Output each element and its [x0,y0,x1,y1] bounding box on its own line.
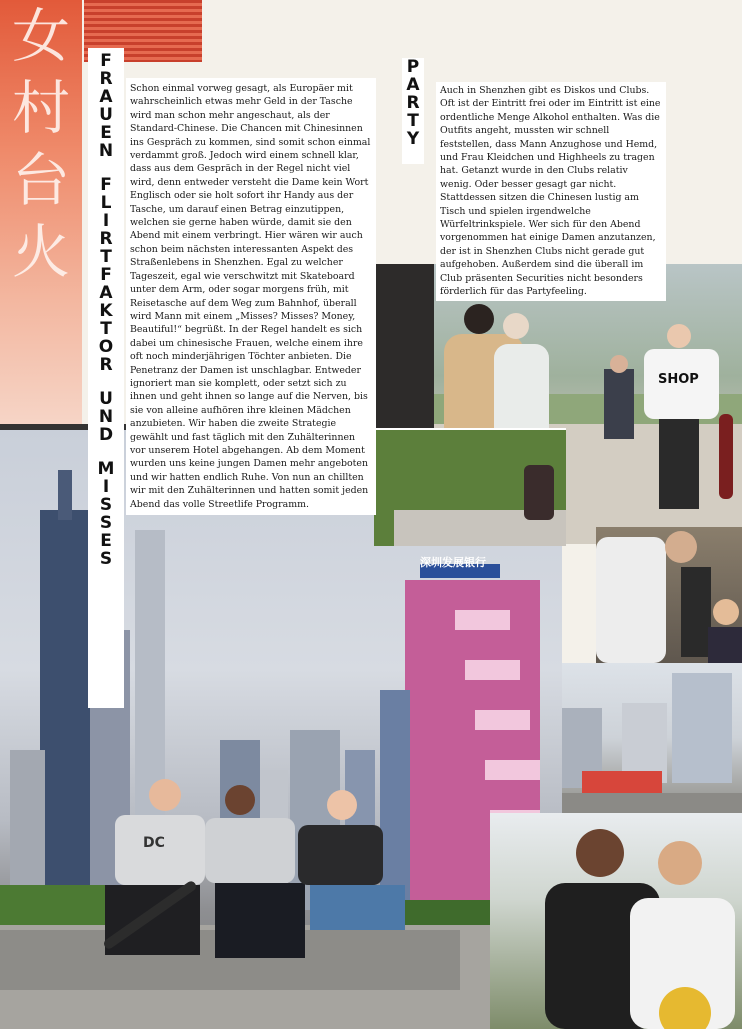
vertical-heading-frauen [88,48,124,708]
article-text-party: Auch in Shenzhen gibt es Diskos und Clubs. Oft ist der Eintritt frei oder im Eintritt ist eine ordentliche Menge Alkohol enthalten. Was die Outfits angeht, mussten wir schnell feststellen, dass Mann Anzughose und Hemd, und Frau Kleidchen und Highheels zu tragen hat. Getanzt wurde in den Clubs relativ wenig. Oder besser gesagt gar nicht. Stattdessen sitzen die Chinesen lustig am Tisch und spielen irgendwelche Würfeltrinkspiele. Wer sich für den Abend vorgenommen hat einige Damen anzutanzen, der ist in Shenzhen Clubs nicht gerade gut aufgehoben. Außerdem sind die überall im Club präsenten Securities nicht besonders förderlich für das Partyfeeling. [436,82,666,301]
frauen-heading-word: M I S S E S [97,459,115,569]
vertical-heading-party [402,58,424,164]
hanzi-char: 女 [11,2,70,70]
shirt-logo: SHOP [658,372,699,387]
bench-illustration [374,430,566,546]
frauen-heading-word: F L I R T F A K T O R [98,175,114,375]
building-sign: 深圳发展银行 [420,556,486,569]
kids-illustration [596,527,742,663]
bench-skateboard-photo [374,428,566,546]
boys-illustration [490,813,742,1029]
frauen-heading-word: F R A U E N [98,51,114,161]
party-heading-word: P A R T Y [406,57,420,149]
road-bus-photo [562,663,742,813]
hanzi-char: 火 [11,218,70,286]
article-text-frauen: Schon einmal vorweg gesagt, als Europäer mit wahrscheinlich etwas mehr Geld in der Tasche wird man schon mehr angeschaut, als der Standard-Chinese. Die Chancen mit Chinesinnen ins Gespräch zu kommen, sind somit schon einmal verdammt groß. Jedoch wird einem schnell klar, dass aus dem Gespräch in der Regel nicht viel wird, denn entweder versteht die Dame kein Wort Englisch oder sie holt sofort ihr Handy aus der Tasche, um darauf einen Betrag einzutippen, welchen sie gerne haben würde, damit sie den Abend mit einem verbringt. Hier wären wir auch schon beim nächsten interessanten Aspekt des Straßenlebens in Shenzhen. Egal zu welcher Tageszeit, egal wie verschwitzt mit Skateboard unter dem Arm, oder sogar morgens früh, mit Reisetasche auf dem Weg zum Bahnhof, überall wird Mann mit einem „Misses? Misses? Money, Beautiful!“ begrüßt. In der Regel handelt es sich dabei um chinesische Frauen, welche einem ihre oft noch minderjährigen Töchter anbieten. Die Penetranz der Damen ist unschlagbar. Entweder ignoriert man sie komplett, oder setzt sich zu ihnen und geht ihnen so lange auf die Nerven, bis sie von alleine aufhören ihre kleinen Mädchen anzubieten. Wir haben die zweite Strategie gewählt und fast täglich mit den Zuhälterinnen vor unserem Hotel abgehangen. Ab dem Moment wurden uns keine jungen Damen mehr angeboten und wir hatten endlich Ruhe. Von nun an chillten wir mit den Zuhälterinnen und hatten somit jeden Abend das volle Streetlife Programm. [126,78,376,515]
boys-portrait-photo [490,813,742,1029]
shirt-logo: DC [143,835,165,851]
hanzi-char: 台 [11,146,70,214]
kids-photo [596,527,742,663]
decorative-red-strip [0,0,82,430]
road-illustration [562,663,742,813]
hanzi-char: 村 [11,74,70,142]
frauen-heading-word: U N D [98,389,114,445]
